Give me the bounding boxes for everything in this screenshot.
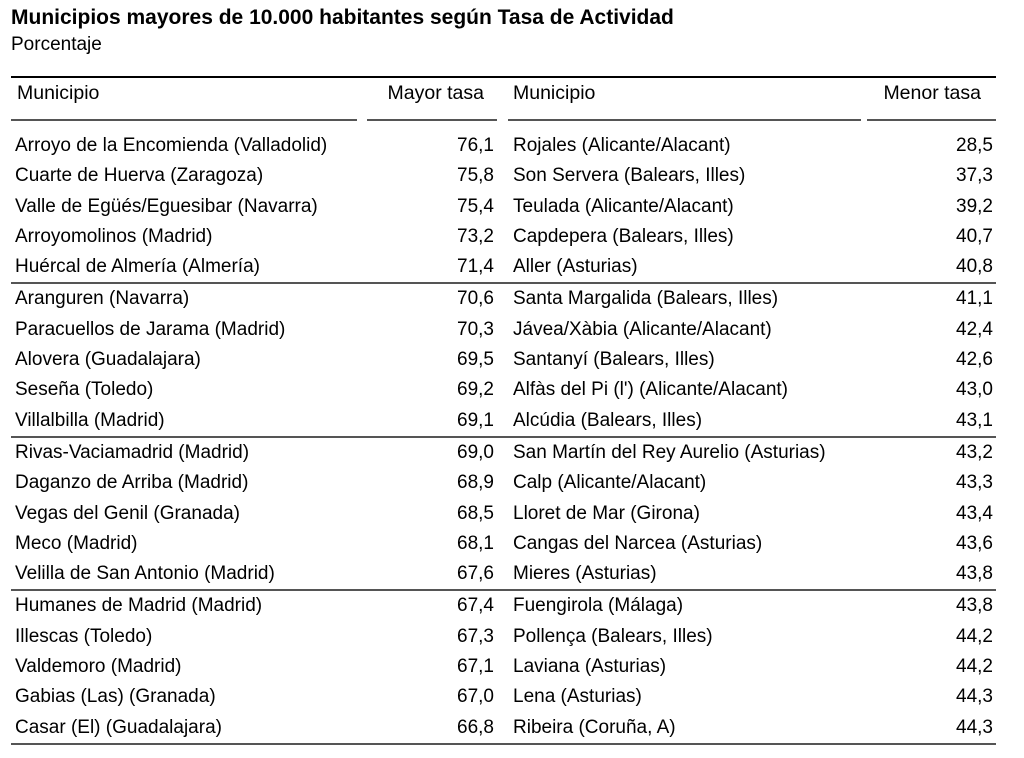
municipio-menor-cell: Capdepera (Balears, Illes) [513,225,734,247]
mayor-tasa-cell: 70,6 [457,288,494,310]
mayor-tasa-cell: 69,5 [457,349,494,371]
header-rule-menor-tasa [867,119,996,121]
menor-tasa-cell: 44,2 [956,656,993,678]
page-subtitle: Porcentaje [11,34,102,55]
municipio-menor-cell: Fuengirola (Málaga) [513,595,684,617]
header-municipio-left: Municipio [17,82,100,104]
municipio-mayor-cell: Paracuellos de Jarama (Madrid) [15,318,286,340]
menor-tasa-cell: 28,5 [956,135,993,156]
mayor-tasa-cell: 75,8 [457,165,494,187]
municipio-menor-cell: Lena (Asturias) [513,686,642,708]
header-menor-tasa: Menor tasa [883,82,981,104]
municipio-menor-cell: Cangas del Narcea (Asturias) [513,532,763,554]
municipio-mayor-cell: Velilla de San Antonio (Madrid) [15,563,275,585]
mayor-tasa-cell: 70,3 [457,318,494,340]
table-row [11,284,996,314]
municipio-mayor-cell: Valle de Egüés/Eguesibar (Navarra) [15,195,318,217]
mayor-tasa-cell: 73,2 [457,225,494,247]
table-row [11,713,996,745]
municipio-mayor-cell: Rivas-Vaciamadrid (Madrid) [15,441,250,463]
municipio-menor-cell: Aller (Asturias) [513,256,638,278]
menor-tasa-cell: 40,8 [956,256,993,278]
menor-tasa-cell: 43,8 [956,595,993,617]
municipio-mayor-cell: Cuarte de Huerva (Zaragoza) [15,165,264,187]
table-row [11,222,996,252]
menor-tasa-cell: 37,3 [956,165,993,187]
table-row [11,406,996,438]
municipio-menor-cell: Santa Margalida (Balears, Illes) [513,288,779,310]
table-row [11,682,996,712]
table-row [11,161,996,191]
municipio-menor-cell: Pollença (Balears, Illes) [513,625,713,647]
mayor-tasa-cell: 71,4 [457,256,494,278]
menor-tasa-cell: 44,2 [956,625,993,647]
table-top-rule [11,76,996,78]
menor-tasa-cell: 40,7 [956,225,993,247]
mayor-tasa-cell: 67,6 [457,563,494,585]
menor-tasa-cell: 43,6 [956,532,993,554]
mayor-tasa-cell: 69,2 [457,379,494,401]
municipio-mayor-cell: Seseña (Toledo) [15,379,154,401]
page-title: Municipios mayores de 10.000 habitantes según Tasa de Actividad [11,6,674,29]
municipio-mayor-cell: Alovera (Guadalajara) [15,349,201,371]
table-row [11,192,996,222]
municipio-mayor-cell: Huércal de Almería (Almería) [15,256,260,278]
municipio-menor-cell: Alcúdia (Balears, Illes) [513,409,703,431]
header-rule-municipio-right [508,119,861,121]
menor-tasa-cell: 43,4 [956,502,993,524]
table-row [11,591,996,621]
menor-tasa-cell: 43,3 [956,472,993,494]
municipio-menor-cell: Ribeira (Coruña, A) [513,716,676,738]
table-row [11,252,996,284]
table-row [11,315,996,345]
municipio-menor-cell: Jávea/Xàbia (Alicante/Alacant) [513,318,772,340]
header-municipio-right: Municipio [513,82,596,104]
menor-tasa-cell: 44,3 [956,686,993,708]
municipio-mayor-cell: Valdemoro (Madrid) [15,656,182,678]
municipio-mayor-cell: Arroyomolinos (Madrid) [15,225,213,247]
menor-tasa-cell: 44,3 [956,716,993,738]
mayor-tasa-cell: 69,0 [457,441,494,463]
municipio-mayor-cell: Vegas del Genil (Granada) [15,502,240,524]
mayor-tasa-cell: 67,4 [457,595,494,617]
municipio-menor-cell: Calp (Alicante/Alacant) [513,472,707,494]
table-row [11,622,996,652]
menor-tasa-cell: 42,6 [956,349,993,371]
menor-tasa-cell: 43,1 [956,409,993,431]
mayor-tasa-cell: 75,4 [457,195,494,217]
mayor-tasa-cell: 68,9 [457,472,494,494]
table-body [11,131,996,745]
mayor-tasa-cell: 76,1 [457,135,494,156]
mayor-tasa-cell: 67,1 [457,656,494,678]
mayor-tasa-cell: 68,5 [457,502,494,524]
menor-tasa-cell: 43,8 [956,563,993,585]
menor-tasa-cell: 43,2 [956,441,993,463]
municipio-mayor-cell: Gabias (Las) (Granada) [15,686,216,708]
header-mayor-tasa: Mayor tasa [387,82,484,104]
municipio-mayor-cell: Arroyo de la Encomienda (Valladolid) [15,135,328,156]
mayor-tasa-cell: 67,0 [457,686,494,708]
mayor-tasa-cell: 69,1 [457,409,494,431]
municipio-mayor-cell: Aranguren (Navarra) [15,288,190,310]
menor-tasa-cell: 43,0 [956,379,993,401]
municipio-menor-cell: Teulada (Alicante/Alacant) [513,195,734,217]
table-row [11,468,996,498]
menor-tasa-cell: 39,2 [956,195,993,217]
table-row [11,345,996,375]
municipio-menor-cell: Laviana (Asturias) [513,656,667,678]
municipio-mayor-cell: Daganzo de Arriba (Madrid) [15,472,249,494]
table-row [11,375,996,405]
table-row [11,499,996,529]
municipio-mayor-cell: Meco (Madrid) [15,532,138,554]
municipio-menor-cell: Rojales (Alicante/Alacant) [513,135,731,156]
municipio-menor-cell: San Martín del Rey Aurelio (Asturias) [513,441,826,463]
municipio-menor-cell: Lloret de Mar (Girona) [513,502,700,524]
municipio-menor-cell: Son Servera (Balears, Illes) [513,165,746,187]
mayor-tasa-cell: 67,3 [457,625,494,647]
municipio-menor-cell: Mieres (Asturias) [513,563,657,585]
municipio-mayor-cell: Villalbilla (Madrid) [15,409,165,431]
mayor-tasa-cell: 66,8 [457,716,494,738]
menor-tasa-cell: 42,4 [956,318,993,340]
table-row [11,438,996,468]
municipio-menor-cell: Santanyí (Balears, Illes) [513,349,715,371]
table-row [11,529,996,559]
menor-tasa-cell: 41,1 [956,288,993,310]
municipio-menor-cell: Alfàs del Pi (l') (Alicante/Alacant) [513,379,789,401]
mayor-tasa-cell: 68,1 [457,532,494,554]
header-rule-mayor-tasa [367,119,497,121]
table-row [11,559,996,591]
municipio-mayor-cell: Illescas (Toledo) [15,625,153,647]
table-row [11,131,996,161]
header-rule-municipio-left [11,119,357,121]
table-row [11,652,996,682]
municipio-mayor-cell: Casar (El) (Guadalajara) [15,716,222,738]
municipio-mayor-cell: Humanes de Madrid (Madrid) [15,595,263,617]
